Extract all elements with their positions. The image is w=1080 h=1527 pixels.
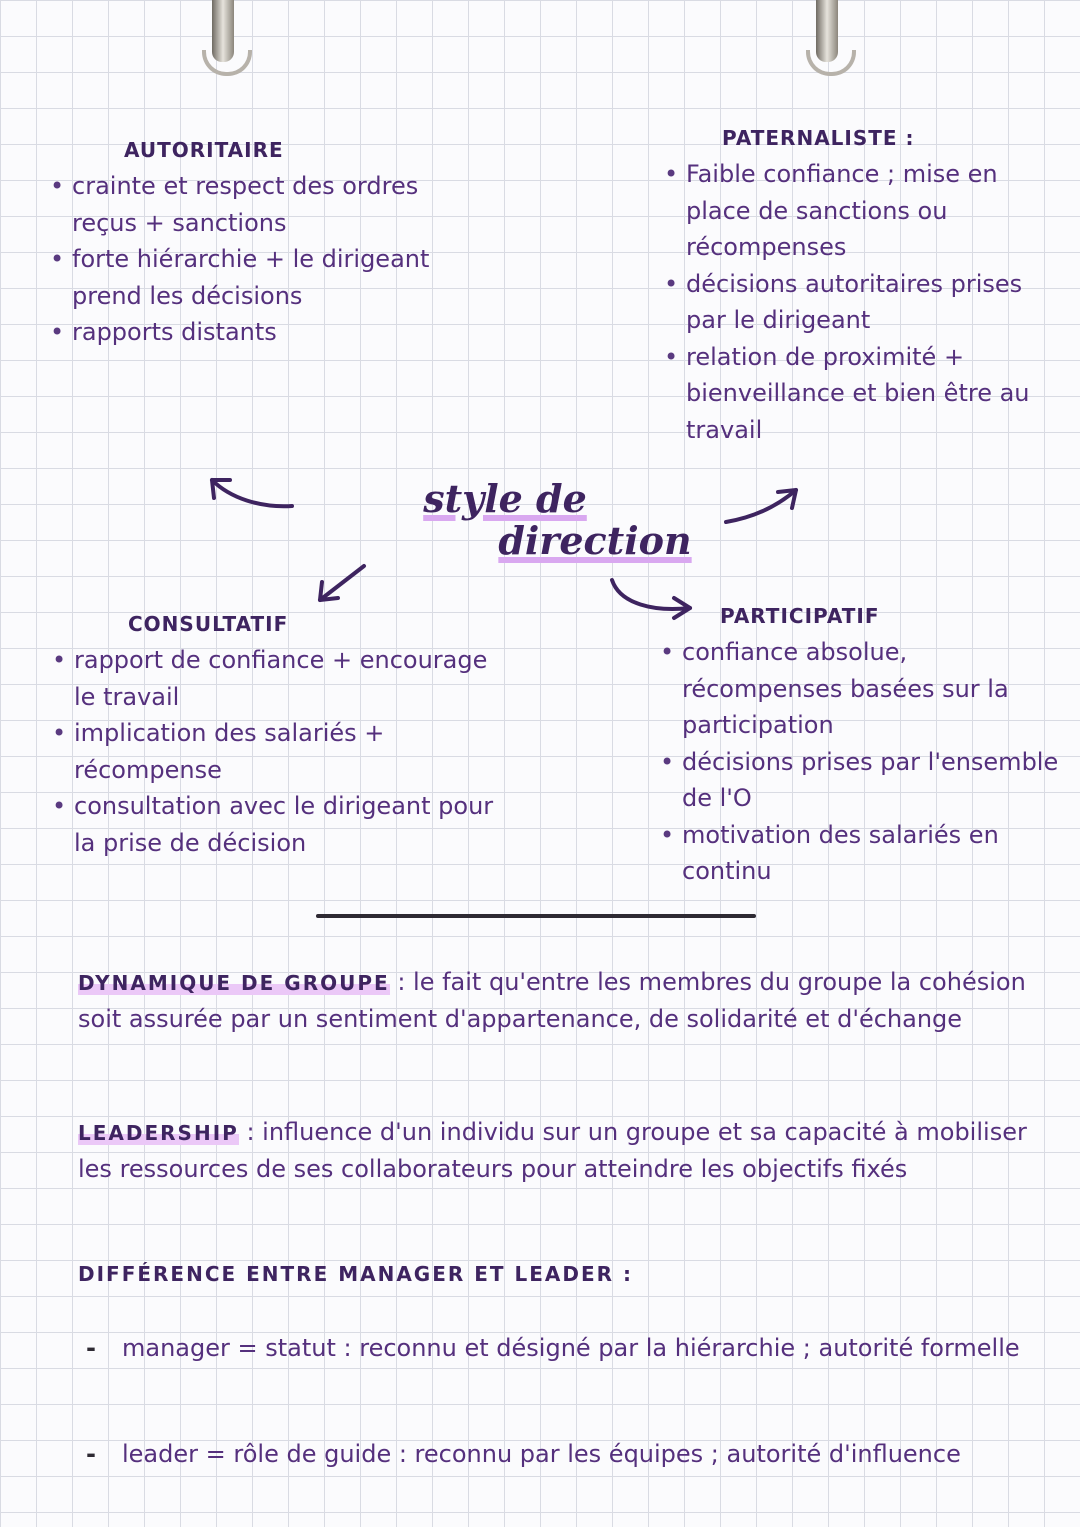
difference-item-leader: - leader = rôle de guide : reconnu par les équipes ; autorité d'influence — [86, 1436, 1080, 1472]
definition-leadership — [78, 1114, 1058, 1187]
consultatif-heading: CONSULTATIF — [128, 612, 289, 636]
consultatif-block — [52, 612, 512, 861]
list-item: • consultation avec le dirigeant pour la prise de décision — [52, 788, 512, 861]
autoritaire-heading: AUTORITAIRE — [124, 138, 284, 162]
list-item: • décisions autoritaires prises par le dirigeant — [664, 266, 1064, 339]
definition-text: : influence d'un individu sur un groupe et sa capacité à mobiliser les ressources de ses collaborateurs pour atteindre les objectifs fixés — [78, 1118, 1027, 1183]
list-item: • rapports distants — [50, 314, 470, 351]
consultatif-list — [52, 642, 512, 861]
arrow-up-left-icon — [200, 468, 300, 518]
difference-item-manager: - manager = statut : reconnu et désigné par la hiérarchie ; autorité formelle — [86, 1330, 1080, 1366]
center-title — [0, 478, 1080, 562]
list-item: • motivation des salariés en continu — [660, 817, 1060, 890]
list-item: • rapport de confiance + encourage le travail — [52, 642, 512, 715]
list-item: • implication des salariés + récompense — [52, 715, 512, 788]
definition-term: LEADERSHIP — [78, 1121, 239, 1145]
definition-dynamique-de-groupe — [78, 964, 1058, 1037]
binder-ring-left — [212, 0, 234, 62]
participatif-block — [660, 604, 1060, 890]
arrow-up-right-icon — [720, 480, 810, 530]
definition-text: : le fait qu'entre les membres du groupe la cohésion soit assurée par un sentiment d'appartenance, de solidarité et d'échange — [78, 968, 1026, 1033]
section-divider — [316, 914, 756, 918]
difference-title: DIFFÉRENCE ENTRE MANAGER ET LEADER : — [78, 1262, 634, 1286]
arrow-down-left-icon — [306, 558, 376, 608]
binder-ring-right — [816, 0, 838, 62]
autoritaire-block — [50, 138, 470, 351]
definition-term: DYNAMIQUE DE GROUPE — [78, 971, 390, 995]
list-item: • crainte et respect des ordres reçus + sanctions — [50, 168, 470, 241]
list-item: • forte hiérarchie + le dirigeant prend les décisions — [50, 241, 470, 314]
paternaliste-heading: PATERNALISTE : — [722, 126, 915, 150]
paternaliste-list — [664, 156, 1064, 448]
paternaliste-block — [664, 126, 1064, 448]
list-item: • décisions prises par l'ensemble de l'O — [660, 744, 1060, 817]
participatif-heading: PARTICIPATIF — [720, 604, 880, 628]
list-item: • confiance absolue, récompenses basées sur la participation — [660, 634, 1060, 744]
participatif-list — [660, 634, 1060, 890]
center-title-line-1: style de — [423, 476, 587, 521]
center-title-line-2: direction — [498, 518, 692, 563]
autoritaire-list — [50, 168, 470, 351]
list-item: • relation de proximité + bienveillance et bien être au travail — [664, 339, 1064, 449]
list-item: • Faible confiance ; mise en place de sanctions ou récompenses — [664, 156, 1064, 266]
